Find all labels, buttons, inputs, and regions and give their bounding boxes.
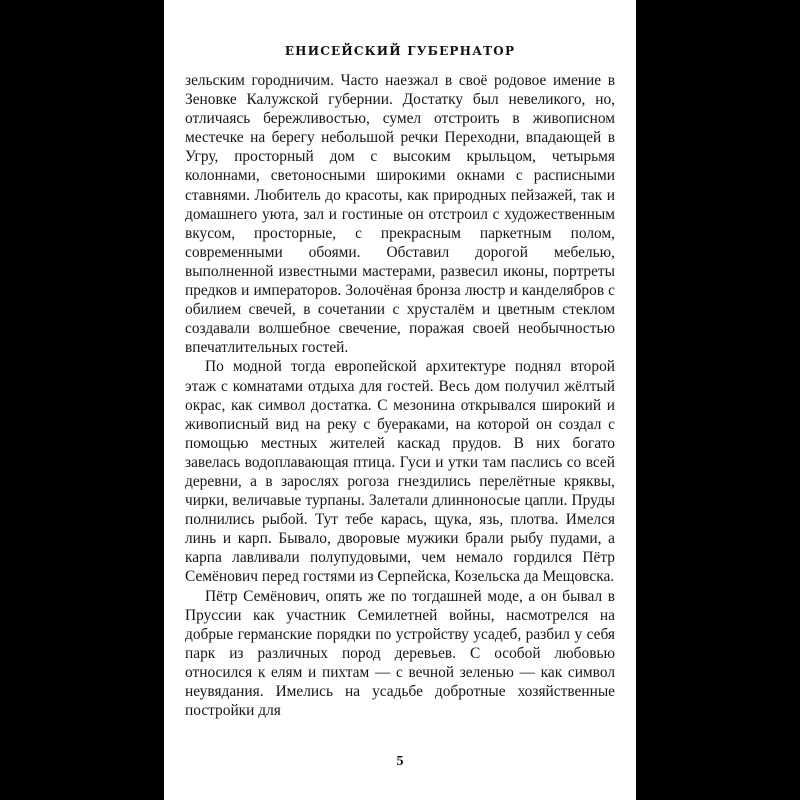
paragraph-1: зельским городничим. Часто наезжал в своё родовое имение в Зеновке Калужской губернии. Достатку был невеликого, но, отличаясь бережливостью, сумел отстроить в живописном местечке на берегу небольшой речки Переходни, впадающей в Угру, просторный дом с высоким крыльцом, четырьмя колоннами, светоносными широкими окнами с расписными ставнями. Любитель до красоты, как природных пейзажей, так и домашнего уюта, зал и гостиные он отстроил с художественным вкусом, просторные, с прекрасным паркетным полом, современными обоями. Обставил дорогой мебелью, выполненной известными мастерами, развесил иконы, портреты предков и императоров. Золочёная бронза люстр и канделябров с обилием свечей, в сочетании с хрусталём и цветным стеклом создавали волшебное свечение, поражая своей необычностью впечатлительных гостей.: [185, 72, 615, 357]
book-page: [164, 0, 636, 800]
page-number: 5: [396, 754, 404, 769]
running-head: ЕНИСЕЙСКИЙ ГУБЕРНАТОР: [284, 44, 516, 58]
left-dark-margin: [0, 0, 164, 800]
paragraph-2: По модной тогда европейской архитектуре поднял второй этаж с комнатами отдыха для гостей. Весь дом получил жёлтый окрас, как символ достатка. С мезонина открывался широкий и живописный вид на реку с буераками, на которой он создал с помощью местных жителей каскад прудов. В них богато завелась водоплавающая птица. Гуси и утки там паслись со всей деревни, а в зарослях рогоза гнездились перелётные кряквы, чирки, величавые турпаны. Залетали длинноносые цапли. Пруды полнились рыбой. Тут тебе карась, щука, язь, плотва. Имелся линь и карп. Бывало, дворовые мужики брали рыбу пудами, а карпа лавливали полупудовыми, чем немало гордился Пётр Семёнович перед гостями из Серпейска, Козельска да Мещовска.: [185, 358, 615, 586]
paragraph-3: Пётр Семёнович, опять же по тогдашней моде, а он бывал в Пруссии как участник Семилетней войны, насмотрелся на добрые германские порядки по устройству усадеб, разбил у себя парк из различных пород деревьев. С особой любовью относился к елям и пихтам — с вечной зеленью — как символ неувядания. Имелись на усадьбе добротные хозяйственные постройки для: [185, 587, 615, 720]
right-dark-margin: [636, 0, 800, 800]
body-text: [185, 71, 615, 720]
